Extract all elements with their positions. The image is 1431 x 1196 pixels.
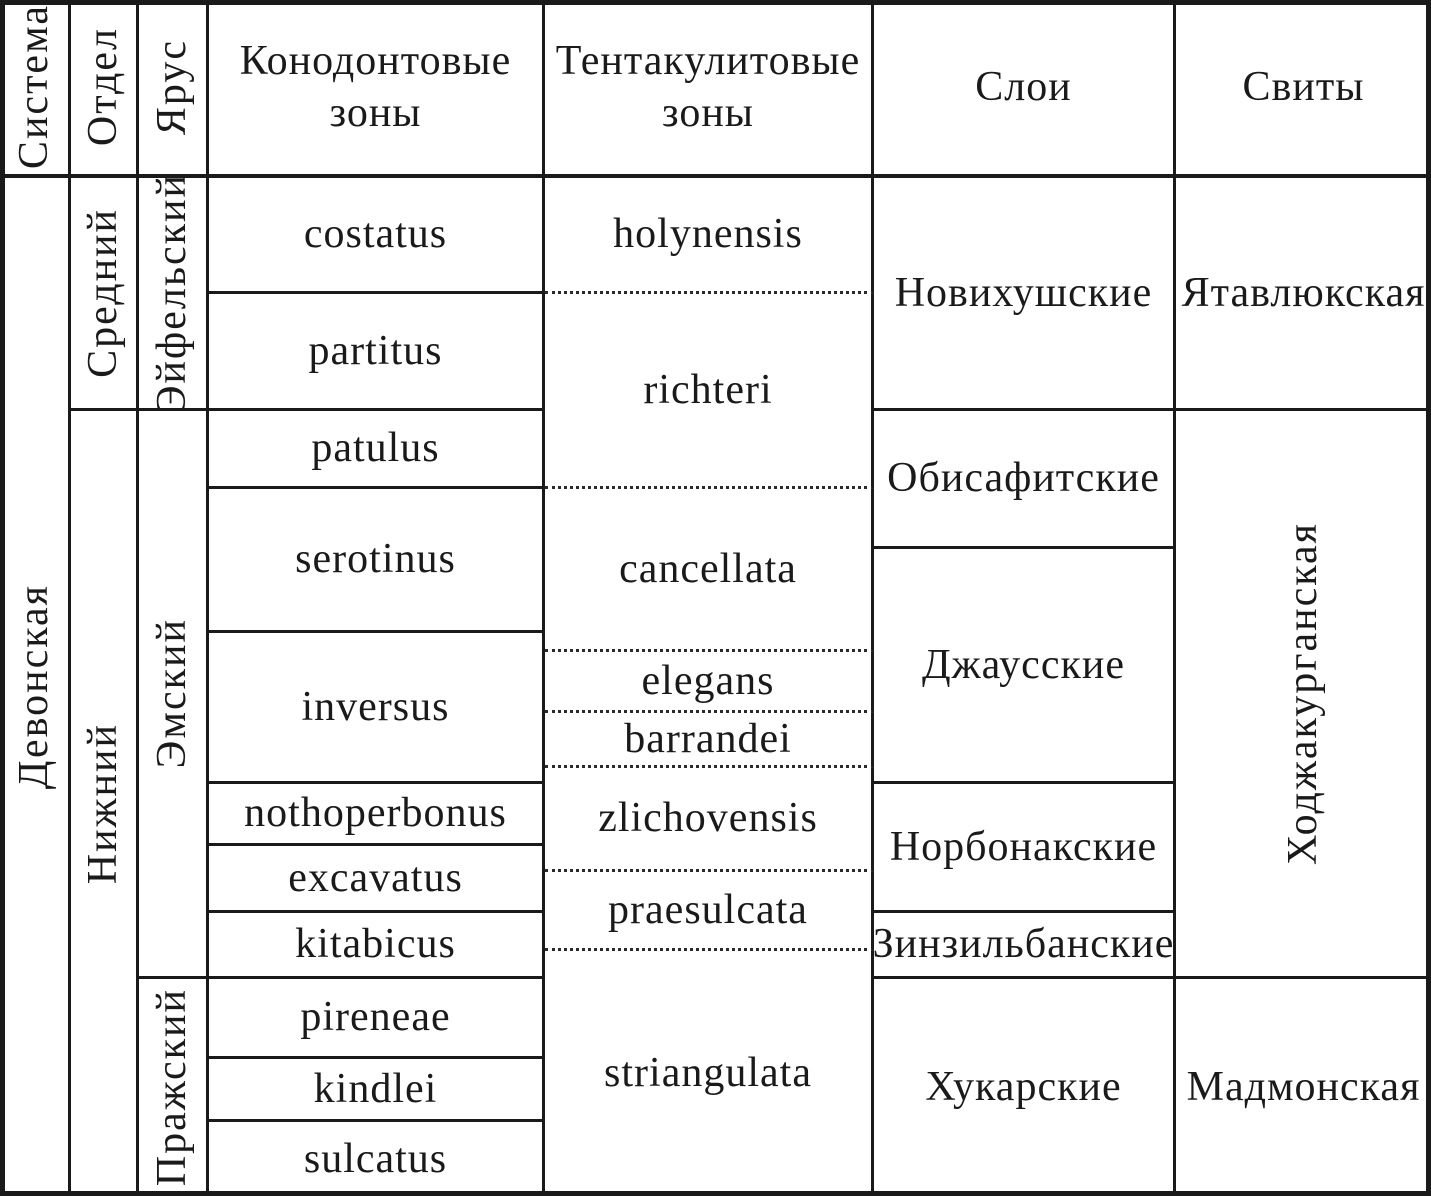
stage-pragian-label: Пражский (149, 988, 196, 1187)
series-lower-label: Нижний (80, 722, 127, 885)
column-header-tentaculite-zones (545, 0, 874, 178)
layer-khukarskie: Хукарские (874, 979, 1176, 1196)
conodont-zone-inversus: inversus (209, 633, 545, 784)
series-middle-label: Средний (80, 208, 127, 378)
system-devonian-cell (0, 178, 71, 1196)
tentaculite-zone-cancellata: cancellata (545, 489, 874, 652)
suite-khodzhakurganskaya (1176, 411, 1431, 979)
stage-emsian-cell (139, 411, 209, 979)
column-header-layers (874, 0, 1176, 178)
suite-madmonskaya: Мадмонская (1186, 1064, 1421, 1111)
layer-obisafitskie: Обисафитские (874, 411, 1176, 549)
column-header-stage (139, 0, 209, 178)
column-header-stage-label: Ярус (149, 38, 196, 136)
stage-emsian-label: Эмский (149, 618, 196, 769)
stage-eifelian-cell (139, 172, 209, 414)
layer-zinzilbanskie: Зинзильбанские (874, 913, 1176, 979)
column-header-system-label: Система (10, 4, 57, 170)
layer-norbonakskie: Норбонакские (874, 784, 1176, 913)
tentaculite-zone-elegans: elegans (545, 652, 874, 713)
column-header-conodont-zones-label: Конодонтовые зоны (239, 37, 512, 136)
layer-dzhausskie: Джаусские (874, 549, 1176, 784)
column-header-suites-label: Свиты (1242, 63, 1365, 110)
conodont-zone-partitus: partitus (209, 294, 545, 411)
stage-eifelian-label: Эйфельский (149, 172, 196, 414)
tentaculite-zone-praesulcata: praesulcata (545, 872, 874, 951)
tentaculite-zone-richteri: richteri (545, 294, 874, 489)
column-header-suites (1176, 0, 1431, 178)
column-header-layers-label: Слои (975, 63, 1072, 110)
tentaculite-zone-striangulata: striangulata (545, 951, 874, 1196)
conodont-zone-pireneae: pireneae (209, 979, 545, 1059)
system-devonian-label: Девонская (10, 584, 57, 790)
conodont-zone-costatus: costatus (209, 178, 545, 294)
column-header-series (71, 0, 139, 178)
series-middle-cell (71, 178, 139, 411)
tentaculite-zone-barrandei: barrandei (545, 713, 874, 768)
conodont-zone-serotinus: serotinus (209, 489, 545, 633)
conodont-zone-patulus: patulus (209, 411, 545, 489)
conodont-zone-sulcatus: sulcatus (209, 1122, 545, 1196)
suite-khodzhakurganskaya-label: Ходжакурганская (1280, 521, 1327, 866)
column-header-series-label: Отдел (80, 27, 127, 147)
conodont-zone-kindlei: kindlei (209, 1059, 545, 1122)
conodont-zone-excavatus: excavatus (209, 846, 545, 913)
column-header-tentaculite-zones-label: Тентакулитовые зоны (555, 37, 861, 136)
column-header-system (0, 0, 71, 178)
suite-yatavlyukskaya: Ятавлюкская (1176, 178, 1431, 411)
conodont-zone-nothoperbonus: nothoperbonus (209, 784, 545, 846)
column-header-conodont-zones (209, 0, 545, 178)
tentaculite-zone-zlichovensis: zlichovensis (545, 768, 874, 872)
tentaculite-zone-holynensis: holynensis (545, 178, 874, 294)
conodont-zone-kitabicus: kitabicus (209, 913, 545, 979)
stage-pragian-cell (139, 979, 209, 1196)
series-lower-cell (71, 411, 139, 1196)
layer-novikhushskie: Новихушские (874, 178, 1176, 411)
